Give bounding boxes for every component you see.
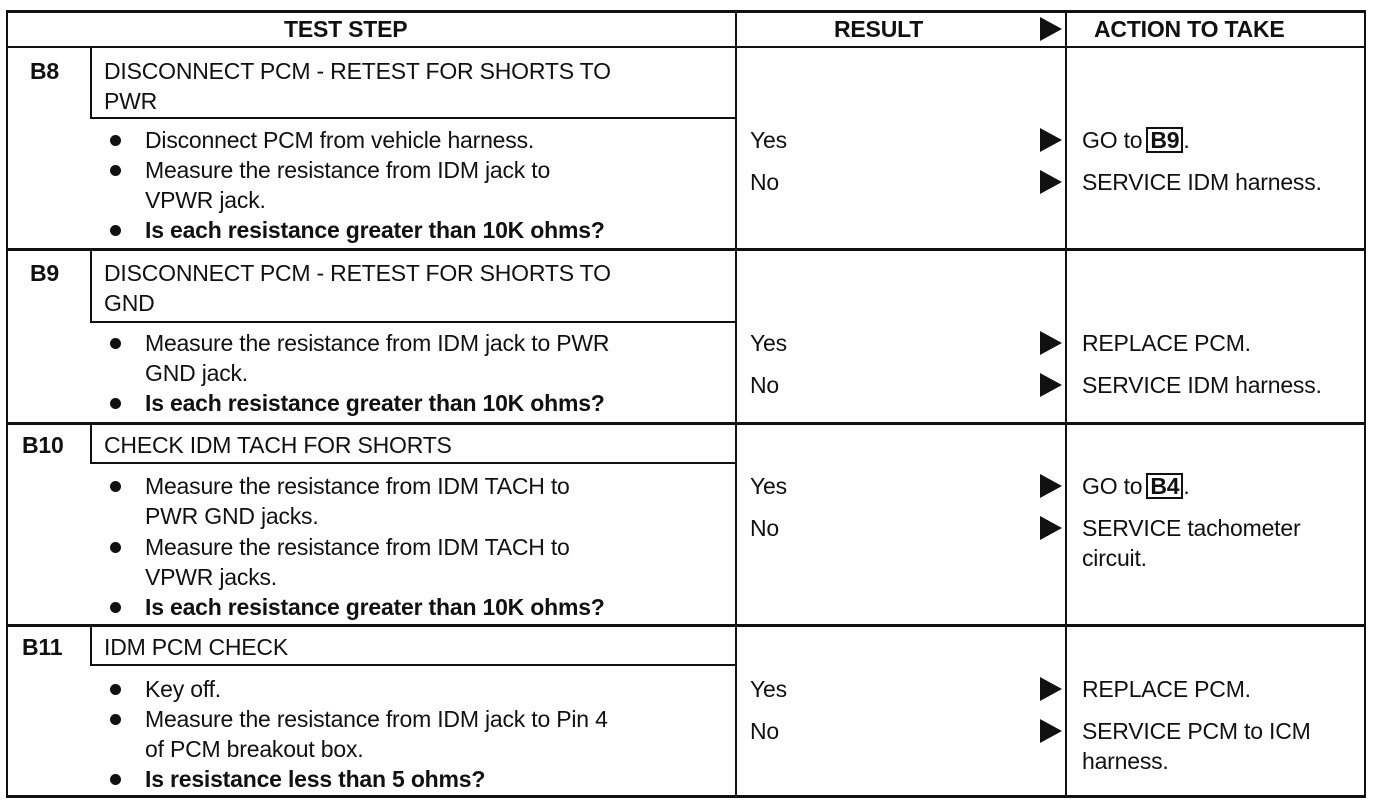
bullet-icon [110, 684, 121, 695]
step-title-cont: GND [104, 290, 155, 316]
bullet-icon [110, 481, 121, 492]
step-id-divider-b9 [90, 250, 92, 322]
action-no: SERVICE PCM to ICM [1082, 718, 1311, 744]
instruction-question: Is each resistance greater than 10K ohms? [145, 217, 605, 243]
header-divider [6, 46, 1366, 48]
bullet-icon [110, 398, 121, 409]
bullet-icon [110, 135, 121, 146]
action-no-cont: circuit. [1082, 545, 1147, 571]
step-title: CHECK IDM TACH FOR SHORTS [104, 432, 452, 458]
header-action: ACTION TO TAKE [1094, 16, 1285, 42]
step-title: DISCONNECT PCM - RETEST FOR SHORTS TO [104, 58, 611, 84]
bullet-icon [110, 774, 121, 785]
instruction: Key off. [145, 676, 221, 702]
result-yes: Yes [750, 676, 787, 702]
bullet-icon [110, 225, 121, 236]
bullet-icon [110, 542, 121, 553]
arrow-icon [1040, 474, 1062, 498]
arrow-icon [1040, 170, 1062, 194]
action-yes: REPLACE PCM. [1082, 676, 1251, 702]
step-title-cont: PWR [104, 88, 158, 114]
result-yes: Yes [750, 330, 787, 356]
arrow-icon [1040, 331, 1062, 355]
action-yes-text: GO to [1082, 473, 1143, 499]
instruction-cont: VPWR jack. [145, 187, 266, 213]
result-no: No [750, 515, 780, 541]
instruction-question: Is each resistance greater than 10K ohms? [145, 390, 605, 416]
step-title: IDM PCM CHECK [104, 634, 288, 660]
result-yes: Yes [750, 473, 787, 499]
result-no: No [750, 372, 780, 398]
table-outer-bottom [6, 795, 1366, 798]
step-id: B9 [30, 260, 60, 286]
instruction-cont: GND jack. [145, 360, 248, 386]
bullet-icon [110, 338, 121, 349]
bullet-icon [110, 602, 121, 613]
action-no-cont: harness. [1082, 748, 1169, 774]
instruction: Measure the resistance from IDM jack to Pin 4 [145, 706, 608, 732]
table-outer-right [1364, 10, 1366, 798]
bullet-icon [110, 714, 121, 725]
title-underline-b10 [90, 462, 735, 464]
action-yes-punct: . [1183, 127, 1190, 153]
header-test-step: TEST STEP [284, 16, 408, 42]
result-yes: Yes [750, 127, 787, 153]
title-underline-b9 [90, 321, 735, 323]
step-id: B8 [30, 58, 60, 84]
header-arrow-icon [1040, 17, 1062, 41]
step-id-divider-b10 [90, 424, 92, 463]
action-no: SERVICE tachometer [1082, 515, 1301, 541]
action-yes-punct: . [1183, 473, 1190, 499]
action-yes [1082, 471, 1190, 501]
instruction-cont: PWR GND jacks. [145, 503, 319, 529]
step-id-divider-b11 [90, 626, 92, 665]
instruction: Measure the resistance from IDM jack to PWR [145, 330, 610, 356]
step-id: B11 [22, 634, 63, 660]
table-outer-top [6, 10, 1366, 13]
instruction-question: Is resistance less than 5 ohms? [145, 766, 486, 792]
action-no: SERVICE IDM harness. [1082, 372, 1322, 398]
arrow-icon [1040, 128, 1062, 152]
row-divider-b10 [6, 422, 1366, 425]
header-result: RESULT [834, 16, 924, 42]
instruction: Disconnect PCM from vehicle harness. [145, 127, 535, 153]
arrow-icon [1040, 719, 1062, 743]
instruction: Measure the resistance from IDM TACH to [145, 473, 570, 499]
instruction-cont: of PCM breakout box. [145, 736, 364, 762]
instruction-cont: VPWR jacks. [145, 564, 277, 590]
step-title: DISCONNECT PCM - RETEST FOR SHORTS TO [104, 260, 611, 286]
row-divider-b9 [6, 248, 1366, 251]
instruction: Measure the resistance from IDM jack to [145, 157, 551, 183]
action-yes-text: GO to [1082, 127, 1143, 153]
result-no: No [750, 718, 780, 744]
action-yes: REPLACE PCM. [1082, 330, 1251, 356]
arrow-icon [1040, 373, 1062, 397]
result-no: No [750, 169, 780, 195]
action-yes [1082, 125, 1190, 155]
col-divider-result [735, 10, 737, 798]
col-divider-action [1065, 10, 1067, 798]
bullet-icon [110, 165, 121, 176]
step-ref-box[interactable]: B4 [1146, 473, 1183, 499]
arrow-icon [1040, 516, 1062, 540]
instruction: Measure the resistance from IDM TACH to [145, 534, 570, 560]
step-ref-box[interactable]: B9 [1146, 127, 1183, 153]
arrow-icon [1040, 677, 1062, 701]
instruction-question: Is each resistance greater than 10K ohms? [145, 594, 605, 620]
title-underline-b11 [90, 664, 735, 666]
title-underline-b8 [90, 117, 735, 119]
step-id-divider-b8 [90, 48, 92, 118]
action-no: SERVICE IDM harness. [1082, 169, 1322, 195]
table-outer-left [6, 10, 8, 798]
step-id: B10 [22, 432, 64, 458]
row-divider-b11 [6, 624, 1366, 627]
